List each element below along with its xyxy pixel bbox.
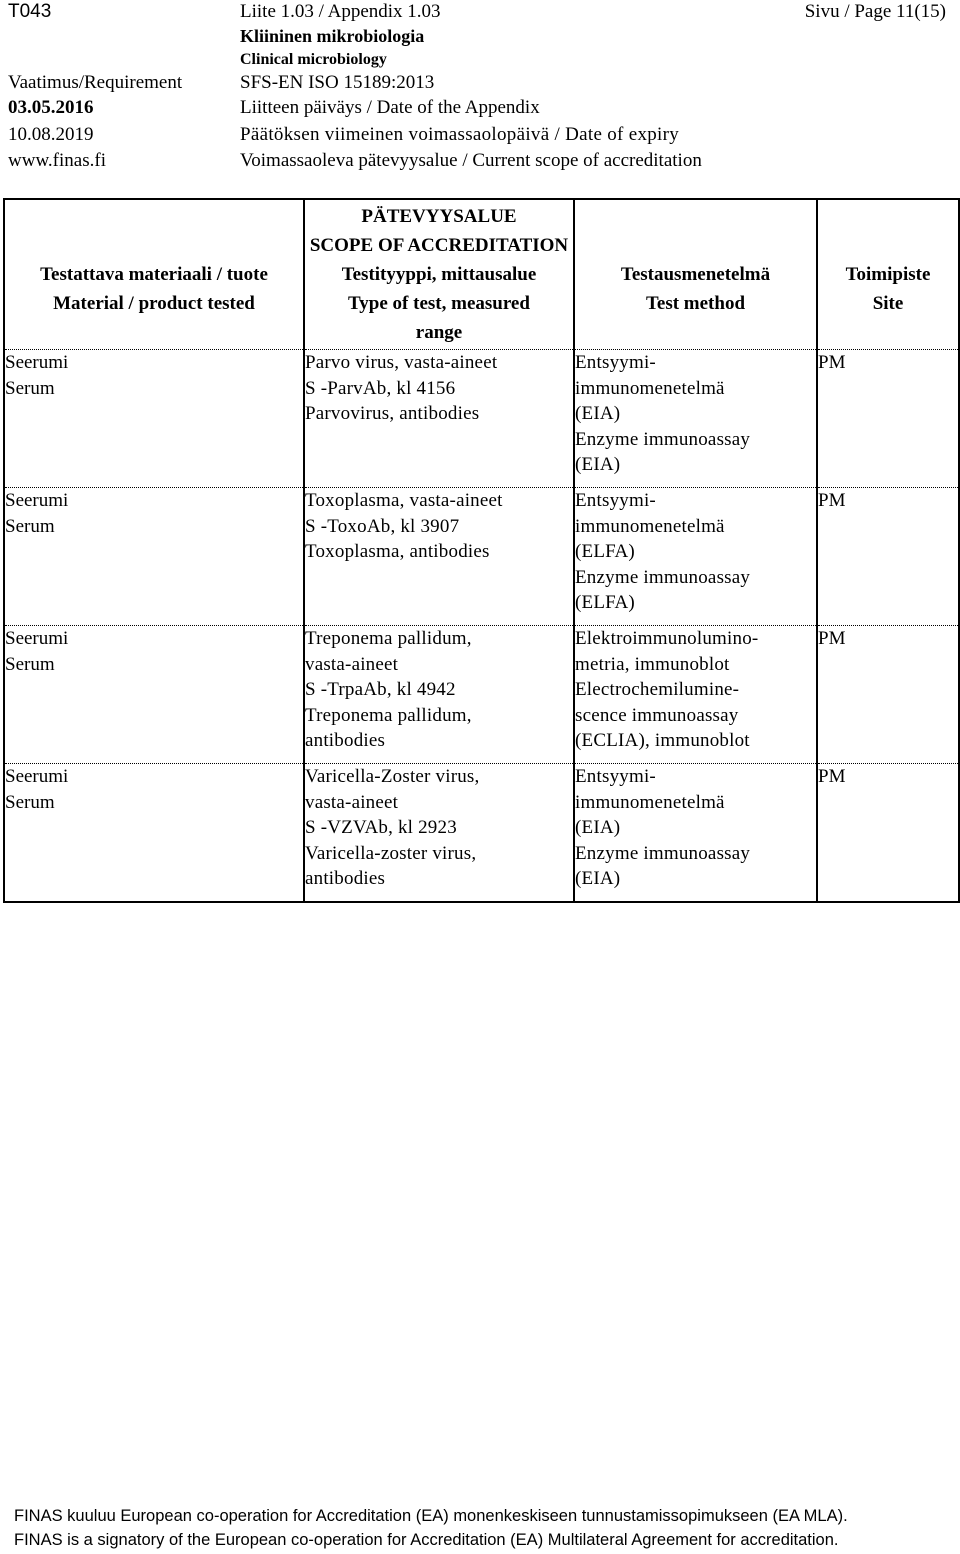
header-material (4, 199, 304, 350)
footer-line-fi: FINAS kuuluu European co-operation for Accreditation (EA) monenkeskiseen tunnustamissopimukseen (EA MLA). (14, 1507, 848, 1525)
material-cell (4, 488, 304, 626)
field-name-en: Clinical microbiology (240, 51, 387, 68)
test-type-line: S -VZVAb, kl 2923 (305, 817, 457, 838)
test-method-cell (574, 488, 817, 626)
accreditation-scope-table (3, 198, 960, 903)
test-type-line: Treponema pallidum, (305, 628, 472, 649)
test-type-line: antibodies (305, 730, 386, 751)
material-fi: Seerumi (5, 766, 69, 787)
table-row (4, 764, 959, 902)
test-method-line: metria, immunoblot (575, 653, 730, 675)
test-method-cell (574, 626, 817, 764)
header-method-en: Test method (645, 293, 746, 314)
test-type-line: S -ParvAb, kl 4156 (305, 377, 456, 399)
finas-website: www.finas.fi (8, 150, 106, 171)
test-type-line: antibodies (305, 868, 386, 889)
test-method-line: Enzyme immunoassay (575, 842, 751, 864)
test-method-line: Entsyymi- (575, 490, 656, 511)
header-method-fi: Testausmenetelmä (620, 264, 771, 285)
material-en: Serum (5, 653, 55, 675)
test-type-line: S -TrpaAb, kl 4942 (305, 679, 456, 700)
site-cell: PM (817, 350, 959, 488)
test-type-cell (304, 350, 574, 488)
test-type-cell (304, 626, 574, 764)
test-method-line: (EIA) (575, 403, 621, 424)
appendix-number: Liite 1.03 / Appendix 1.03 (240, 1, 441, 22)
test-method-line: Enzyme immunoassay (575, 428, 751, 450)
page-number: Sivu / Page 11(15) (804, 1, 946, 22)
test-method-cell (574, 350, 817, 488)
appendix-date-label: Liitteen päiväys / Date of the Appendix (240, 97, 540, 118)
test-method-line: scence immunoassay (575, 704, 739, 726)
test-type-line: Parvovirus, antibodies (305, 403, 480, 424)
test-method-line: Entsyymi- (575, 766, 656, 787)
header-type-fi: Testityyppi, mittausalue (341, 264, 537, 285)
scope-label: Voimassaoleva pätevyysalue / Current scope of accreditation (240, 150, 702, 171)
expiry-date-label: Päätöksen viimeinen voimassaolopäivä / Date of expiry (240, 124, 680, 145)
document-footer (14, 1504, 954, 1552)
site-cell: PM (817, 626, 959, 764)
table-row (4, 350, 959, 488)
requirement-label: Vaatimus/Requirement (8, 72, 183, 93)
test-method-line: Elektroimmunolumino- (575, 628, 759, 649)
material-en: Serum (5, 515, 55, 537)
test-type-line: vasta-aineet (305, 653, 399, 675)
header-site-fi: Toimipiste (845, 264, 931, 285)
table-header-row (4, 199, 959, 350)
test-method-line: Entsyymi- (575, 352, 656, 373)
test-method-line: (EIA) (575, 868, 621, 889)
header-type-en-range: range (415, 322, 463, 343)
test-method-line: immunomenetelmä (575, 515, 725, 537)
table-row (4, 488, 959, 626)
header-material-en: Material / product tested (53, 293, 255, 314)
site-cell: PM (817, 764, 959, 902)
test-method-line: (ELFA) (575, 592, 635, 613)
table-row (4, 626, 959, 764)
expiry-date: 10.08.2019 (8, 124, 94, 145)
test-type-cell (304, 488, 574, 626)
header-site-en: Site (872, 293, 904, 314)
test-type-line: Toxoplasma, vasta-aineet (305, 490, 503, 511)
appendix-date: 03.05.2016 (8, 97, 94, 118)
requirement-value: SFS-EN ISO 15189:2013 (240, 72, 435, 93)
test-method-line: immunomenetelmä (575, 377, 725, 399)
scope-caption-en: SCOPE OF ACCREDITATION (309, 235, 569, 256)
site-cell: PM (817, 488, 959, 626)
material-en: Serum (5, 377, 55, 399)
document-code: T043 (8, 1, 52, 22)
test-type-line: Varicella-zoster virus, (305, 842, 477, 864)
footer-line-en: FINAS is a signatory of the European co-operation for Accreditation (EA) Multilateral Agreement for accreditation. (14, 1531, 839, 1549)
scope-caption-fi: PÄTEVYYSALUE (361, 206, 517, 227)
test-method-line: (EIA) (575, 454, 621, 475)
test-type-line: Parvo virus, vasta-aineet (305, 352, 498, 373)
test-type-cell (304, 764, 574, 902)
test-method-line: immunomenetelmä (575, 791, 725, 813)
test-method-line: Enzyme immunoassay (575, 566, 751, 588)
material-en: Serum (5, 791, 55, 813)
material-fi: Seerumi (5, 352, 69, 373)
material-cell (4, 626, 304, 764)
test-type-line: vasta-aineet (305, 791, 399, 813)
material-cell (4, 350, 304, 488)
material-fi: Seerumi (5, 628, 69, 649)
test-type-line: Treponema pallidum, (305, 704, 472, 726)
material-fi: Seerumi (5, 490, 69, 511)
header-material-fi: Testattava materiaali / tuote (40, 264, 268, 285)
test-type-line: S -ToxoAb, kl 3907 (305, 515, 460, 537)
test-method-line: (ECLIA), immunoblot (575, 730, 750, 751)
header-method (574, 199, 817, 350)
test-method-line: (EIA) (575, 817, 621, 838)
header-site (817, 199, 959, 350)
field-name-fi: Kliininen mikrobiologia (240, 26, 425, 46)
test-method-cell (574, 764, 817, 902)
test-type-line: Varicella-Zoster virus, (305, 766, 480, 787)
test-type-line: Toxoplasma, antibodies (305, 541, 490, 562)
header-type (304, 199, 574, 350)
test-method-line: (ELFA) (575, 541, 635, 562)
test-method-line: Electrochemilumine- (575, 679, 740, 700)
header-type-en: Type of test, measured (348, 293, 530, 314)
material-cell (4, 764, 304, 902)
